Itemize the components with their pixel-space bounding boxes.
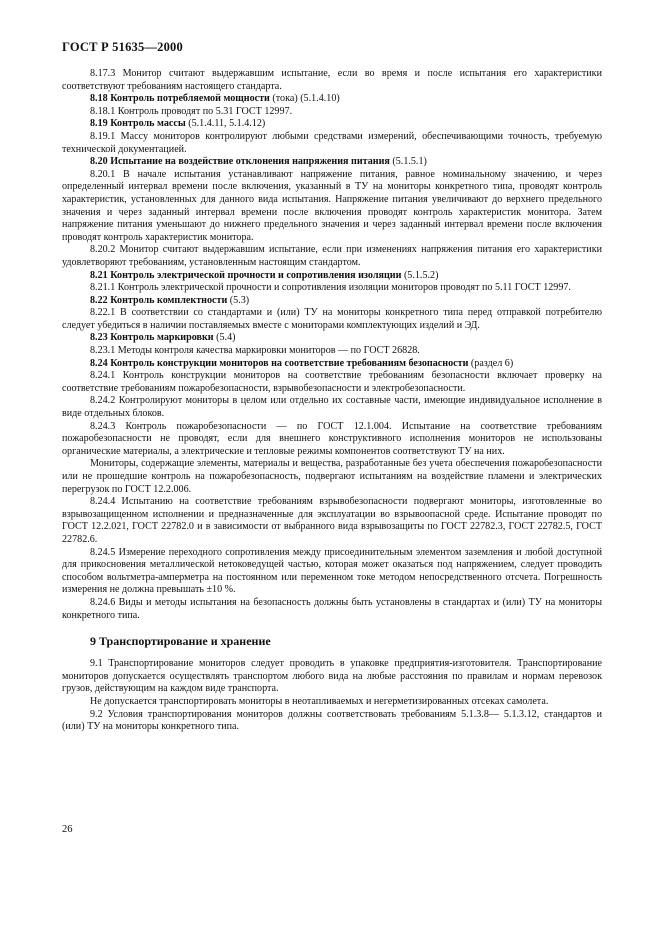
heading-title: Контроль маркировки [110,332,214,344]
paragraph: 8.24.4 Испытанию на соответствие требованиям взрывобезопасности подвергают мониторы, изготовленные во взрывозащищенном исполнении и предназначенные для эксплуатации во взрывоопасной среде. Испытание проводят по ГОСТ 12.2.021, ГОСТ 22782.0 и в зависимости от выбранного вида взрывозащиты по ГОСТ 22782.3, ГОСТ 22782.5, ГОСТ 22782.6. [62,496,602,545]
heading-title: Испытание на воздействие отклонения напряжения питания [110,156,390,168]
heading-reference: (5.1.5.2) [401,269,439,281]
heading-title: Контроль электрической прочности и сопротивления изоляции [110,269,402,281]
paragraph: 8.17.3 Монитор считают выдержавшим испытание, если во время и после испытания его характеристики соответствуют требованиям настоящего стандарта. [62,68,602,92]
heading-reference: (5.3) [227,294,250,306]
paragraph: 8.23.1 Методы контроля качества маркировки мониторов — по ГОСТ 26828. [90,345,420,357]
page-number: 26 [62,824,73,835]
paragraph: 8.20.1 В начале испытания устанавливают напряжение питания, равное номинальному значению, и через определенный интервал времени после включения, указанный в ТУ на мониторы конкретного типа, проводят контроль характеристик, установленных для данного вида испытания. Напряжение питания увеличивают до верхнего предельного значения и через заданный интервал времени после включения проводят контроль характеристик монитора. Затем напряжение питания уменьшают до нижнего предельного значения и через заданный интервал времени после включения проводят контроль характеристик монитора. [62,168,602,243]
paragraph: 9.2 Условия транспортирования мониторов должны соответствовать требованиям 5.1.3.8— 5.1.3.12, стандартов и (или) ТУ на мониторы конкретного типа. [62,708,602,733]
heading-reference: (раздел 6) [468,357,514,369]
heading-reference: (5.1.4.11, 5.1.4.12) [185,118,266,130]
heading-number: 8.18 [90,93,108,105]
paragraph: 8.24.2 Контролируют мониторы в целом или отдельно их составные части, имеющие индивидуальное исполнение в виде отдельных блоков. [62,395,602,420]
heading-reference: (5.4) [213,332,236,344]
heading-reference: (5.1.5.1) [389,156,427,168]
paragraph: 9.1 Транспортирование мониторов следует проводить в упаковке предприятия-изготовителя. Транспортирование мониторов допускается осуществлять транспортом любого вида на любые расстояния по правилам и нормам перевозок грузов, действующим на каждом виде транспорта. [62,658,602,695]
heading-title: Контроль комплектности [110,294,228,306]
heading-reference: (тока) (5.1.4.10) [269,93,340,105]
heading-title: Контроль потребляемой мощности [110,93,270,105]
paragraph: 8.21.1 Контроль электрической прочности и сопротивления изоляции мониторов проводят по 5.11 ГОСТ 12997. [90,282,571,294]
heading-title: Контроль массы [110,118,186,130]
paragraph: Не допускается транспортировать мониторы в неотапливаемых и негерметизированных отсеках самолета. [90,695,549,707]
subsection-heading [62,358,602,371]
subsection-heading [62,295,602,308]
paragraph: 8.19.1 Массу мониторов контролируют любыми средствами измерений, обеспечивающими точность, требуемую технической документацией. [62,130,602,155]
subsection-heading [62,118,602,131]
subsection-heading [62,270,602,283]
paragraph: 8.24.1 Контроль конструкции мониторов на соответствие требованиям безопасности включает проверку на соответствие требованиям пожаробезопасности, взрывобезопасности и электробезопасности. [62,370,602,394]
paragraph: 8.24.5 Измерение переходного сопротивления между присоединительным элементом заземления и любой доступной для прикосновения металлической нетоковедущей частью, которая может оказаться под напряжением, следует проводить способом вольтметра-амперметра на постоянном или переменном токе методом непосредственного отсчета. Погрешность измерения не должна превышать ±10 %. [62,546,602,596]
heading-title: Контроль конструкции мониторов на соответствие требованиям безопасности [110,357,469,369]
paragraph: 8.24.3 Контроль пожаробезопасности — по ГОСТ 12.1.004. Испытание на соответствие требованиям пожаробезопасности не проводят, если для внешнего конструктивного исполнения мониторов не использованы органические материалы, а электрические и тепловые режимы компонентов соответствуют ТУ на них. [62,420,602,457]
heading-number: 8.21 [90,269,108,281]
paragraph: 8.22.1 В соответствии со стандартами и (или) ТУ на мониторы конкретного типа перед отправкой потребителю следует убедиться в наличии поставляемых вместе с мониторами комплектующих изделий и ЭД. [62,307,602,331]
heading-number: 8.24 [90,357,108,369]
subsection-heading [62,332,602,345]
subsection-heading [62,156,602,169]
subsection-heading [62,93,602,106]
heading-number: 8.20 [90,156,108,168]
heading-number: 8.19 [90,118,108,130]
heading-number: 8.23 [90,332,108,344]
paragraph: 8.20.2 Монитор считают выдержавшим испытание, если при изменениях напряжения питания его характеристики удовлетворяют требованиям, установленным настоящим стандартом. [62,244,602,268]
paragraph: 8.18.1 Контроль проводят по 5.31 ГОСТ 12997. [90,105,293,117]
paragraph: Мониторы, содержащие элементы, материалы и вещества, разработанные без учета обеспечения пожаробезопасности или не прошедшие контроль на пожаробезопасность, подвергают испытаниям на воздействие пламени и электрических перегрузок по ГОСТ 12.2.006. [62,458,602,495]
heading-number: 8.22 [90,294,108,306]
page-header: ГОСТ Р 51635—2000 [62,40,183,54]
paragraph: 8.24.6 Виды и методы испытания на безопасность должны быть установлены в стандартах и (или) ТУ на мониторы конкретного типа. [62,596,602,621]
document-body [62,68,602,734]
section-heading: 9 Транспортирование и хранение [90,634,271,649]
